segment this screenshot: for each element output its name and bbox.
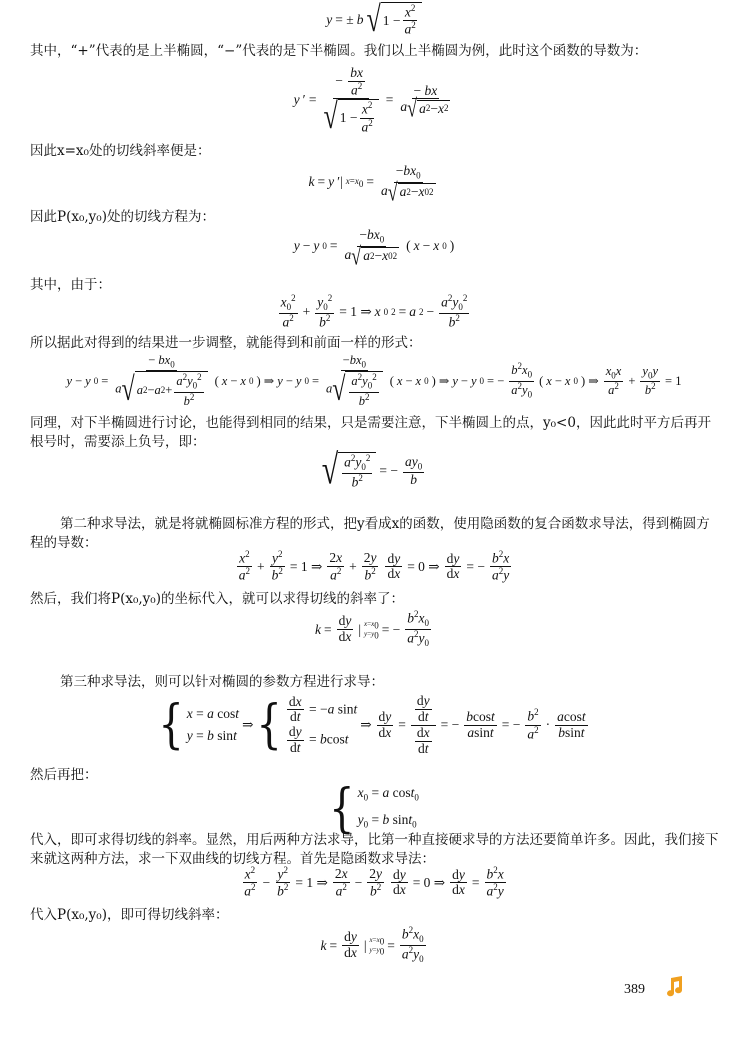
paragraph-5: 所以据此对得到的结果进一步调整，就能得到和前面一样的形式：: [30, 335, 422, 351]
equation-hyperbola-implicit: $x^2$ $a^2$ − $y^2$ $b^2$ = 1 ⇒ 2x $a^2$ − 2y $b^2$ dy dx = 0 ⇒ dy dx = $b^2x$ $a^2y$: [244, 865, 504, 899]
equation-ellipse-y: y = ± b √ 1 − $x^2$ $a^2$: [0, 2, 748, 38]
equation-parametric: { x = a cost y = b sint ⇒ { $\frac{dx}{dt}$ = −a sint $\frac{dy}{dt}$ = bcost ⇒ dy dx = $\frac{dy}{dt}$ $\frac{dx}{dt}$ = − bcost asint = − $b^2$ $a^2$ · acost bsint: [158, 693, 586, 756]
paragraph-3: 因此P(x₀,y₀)处的切线方程为：: [30, 209, 215, 225]
paragraph-6: 同理，对下半椭圆进行讨论，也能得到相同的结果，只是需要注意，下半椭圆上的点，y₀<0，因此此时平方后再开根号时，需要添上负号，即：: [30, 415, 711, 450]
paragraph-10: 然后再把：: [30, 767, 98, 783]
equation-tangent-line: y − y 0 = $-bx_0$ a √ a 2 − x 0 2 ( x − x 0 ): [293, 227, 455, 270]
equation-implicit-derivative: $x^2$ $a^2$ + $y^2$ $b^2$ = 1 ⇒ 2x $a^2$ + 2y $b^2$ dy dx = 0 ⇒ dy dx = − $b^2x$ $a^2y$: [238, 549, 510, 583]
equation-negative-root: √ $a^2y_0^2$ $b^2$ = − $ay_0$ b: [321, 447, 423, 494]
music-note-logo-icon: [662, 975, 686, 999]
equation-slope-implicit: k = dy dx | $x=x_0$ $y=y_0$ = − $b^2x_0$ $a^2y_0$: [314, 609, 430, 649]
paragraph-7: 第二种求导法，就是将就椭圆标准方程的形式，把y看成x的函数，使用隐函数的复合函数求导法，得到椭圆方程的导数：: [30, 516, 710, 551]
paragraph-12: 代入P(x₀,y₀)，即可得切线斜率：: [30, 907, 229, 923]
paragraph-9: 第三种求导法，则可以针对椭圆的参数方程进行求导：: [60, 674, 384, 690]
equation-point-on-ellipse: $x_0^2$ $a^2$ + $y_0^2$ $b^2$ = 1 ⇒ x 0 2 = a 2 − $a^2y_0^2$ $b^2$: [280, 293, 468, 330]
paragraph-8: 然后，我们将P(x₀,y₀)的坐标代入，就可以求得切线的斜率了：: [30, 591, 404, 607]
equation-parametric-point: { $x_0 = a$ cost$_0$ $y_0 = b$ sint$_0$: [329, 778, 419, 839]
page-number: 389: [624, 982, 645, 997]
equation-tangent-chain: y − y 0 = − $bx_0$ a √ a 2 − a 2 + $a^2y_0^2$ $b^2$ ( x − x 0 ) ⇒ y − y 0 = $-bx_0$ a √ $a^2y_0^2$ $b^2$ ( x − x 0 ) ⇒ y − y 0 = − $b^2x_0$ $a^2y_0$ ( x − x 0 ) ⇒ $x_0x$ $a^2$ + $y_0y$ $b^2$ = 1: [66, 353, 682, 409]
paragraph-4: 其中，由于：: [30, 277, 111, 293]
equation-hyperbola-slope: k = dy dx | $x=x_0$ $y=y_0$ = $b^2x_0$ $a^2y_0$: [320, 925, 424, 965]
paragraph-2: 因此x=x₀处的切线斜率便是：: [30, 143, 211, 159]
paragraph-11: 代入，即可求得切线的斜率。显然，用后两种方法求导，比第一种直接硬求导的方法还要简单许多。因此，我们接下来就这两种方法，求一下双曲线的切线方程。首先是隐函数求导法：: [30, 832, 719, 867]
paragraph-1: 其中，“+”代表的是上半椭圆，“−”代表的是下半椭圆。我们以上半椭圆为例，此时这个函数的导数为：: [30, 43, 648, 59]
equation-slope-k: k = y ′| $x=x_0$ = $-bx_0$ a √ a 2 − x 0 2: [308, 163, 434, 206]
equation-derivative: y ′ = − $\frac{bx}{a^2}$ √ 1 − $x^2$ $a^2$ = − bx a √ a 2 − x 2: [293, 65, 449, 137]
